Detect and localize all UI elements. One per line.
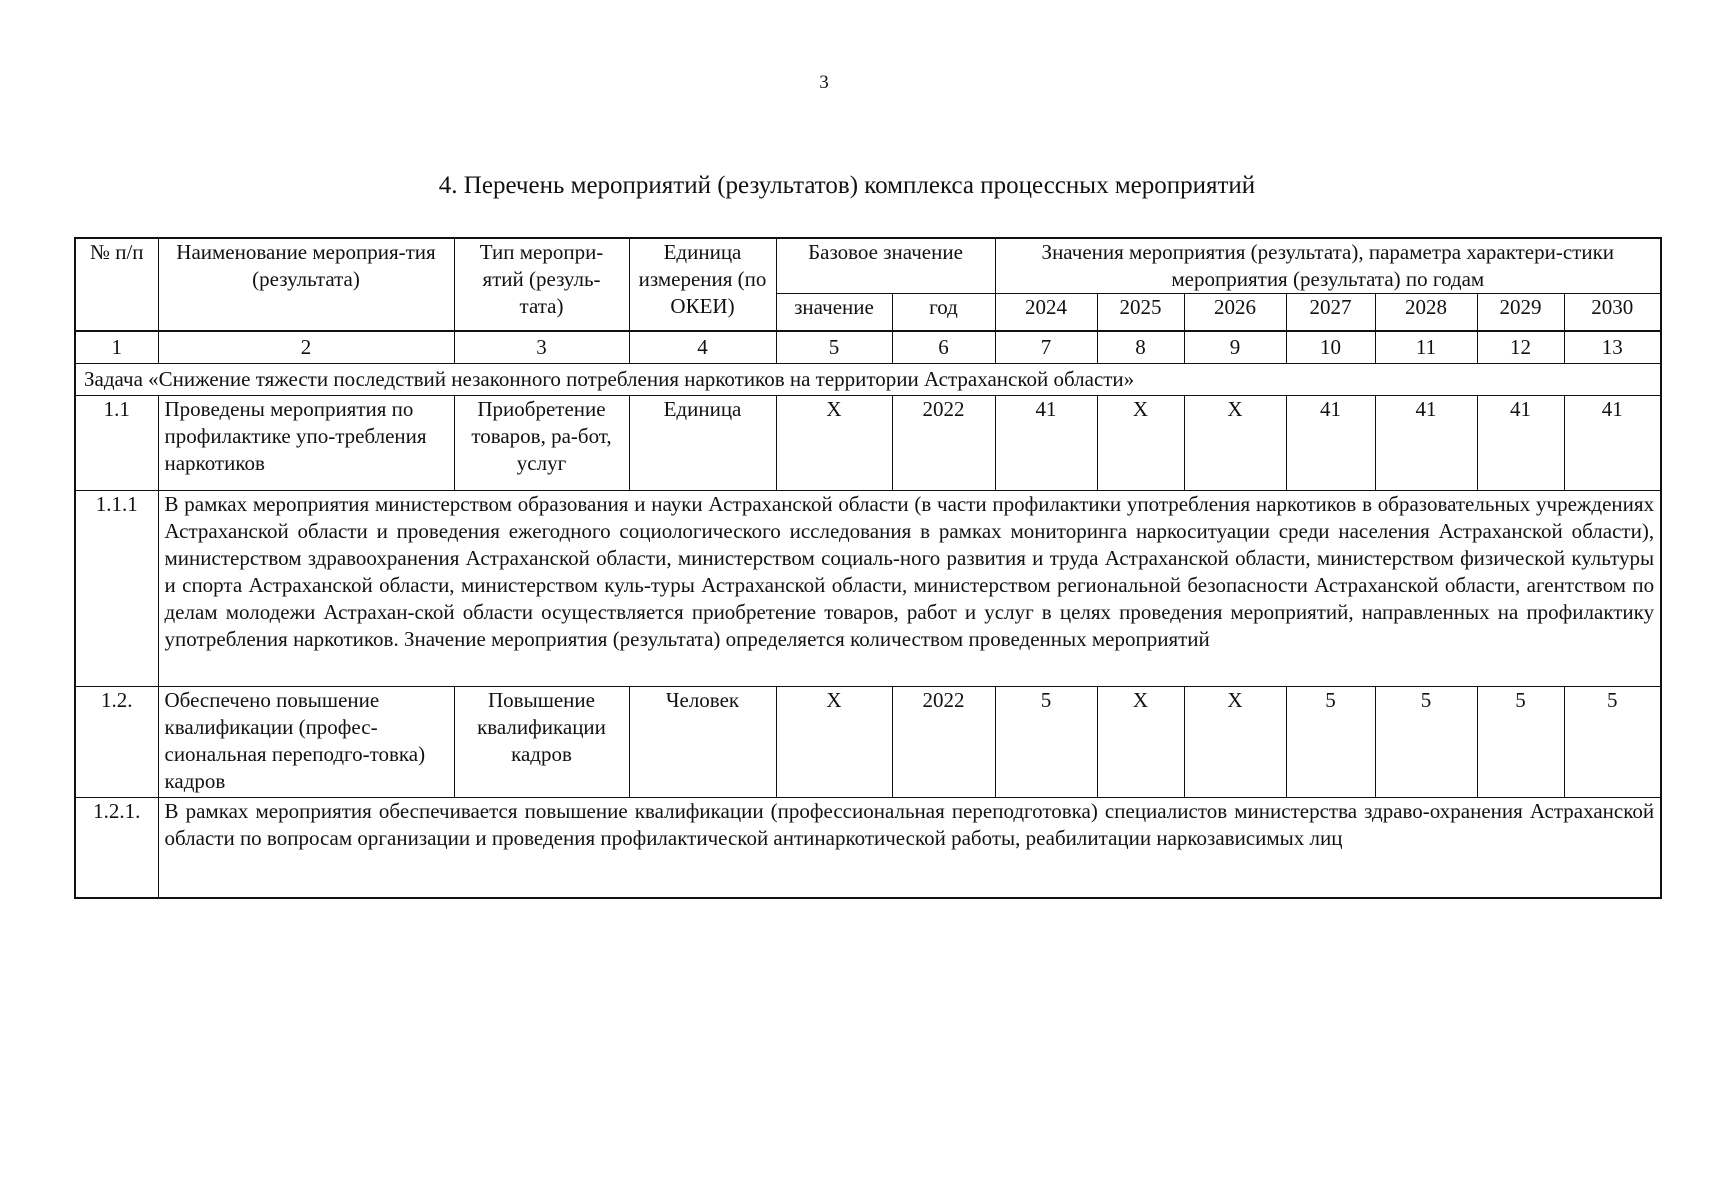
- row-type: Приобретение товаров, ра-бот, услуг: [454, 395, 629, 490]
- row-base-year: 2022: [892, 686, 995, 797]
- header-year: 2024: [995, 294, 1097, 331]
- description-row: [75, 798, 1661, 898]
- header-year: 2026: [1184, 294, 1286, 331]
- row-type: Повышение квалификации кадров: [454, 686, 629, 797]
- header-year: 2028: [1375, 294, 1477, 331]
- header-year: 2027: [1286, 294, 1375, 331]
- row-value: X: [1184, 395, 1286, 490]
- header-year: 2030: [1564, 294, 1661, 331]
- row-base-value: X: [776, 395, 892, 490]
- row-base-value: X: [776, 686, 892, 797]
- header-base: Базовое значение: [776, 238, 995, 294]
- header-year: 2029: [1477, 294, 1564, 331]
- table-row: [75, 395, 1661, 490]
- column-number: 7: [995, 331, 1097, 364]
- column-number: 11: [1375, 331, 1477, 364]
- column-number-row: [75, 331, 1661, 364]
- description-text: В рамках мероприятия министерством образования и науки Астраханской области (в части профилактики употребления наркотиков в образовательных учреждениях Астраханской области и проведения ежегодного социологического исследования в рамках мониторинга наркоситуации среди населения Астраханской области), министерством здравоохранения Астраханской области, министерством социаль-ного развития и труда Астраханской области, министерством физической культуры и спорта Астраханской области, министерством куль-туры Астраханской области, министерством региональной безопасности Астраханской области, агентством по делам молодежи Астрахан-ской области осуществляется приобретение товаров, работ и услуг в целях проведения мероприятий, направленных на профилактику употребления наркотиков. Значение мероприятия (результата) определяется количеством проведенных мероприятий: [158, 490, 1661, 686]
- row-value: 5: [1286, 686, 1375, 797]
- row-value: X: [1184, 686, 1286, 797]
- description-text: В рамках мероприятия обеспечивается повышение квалификации (профессиональная переподготовка) специалистов министерства здраво-охранения Астраханской области по вопросам организации и проведения профилактической антинаркотической работы, реабилитации наркозависимых лиц: [158, 798, 1661, 898]
- section-title: 4. Перечень мероприятий (результатов) комплекса процессных мероприятий: [438, 172, 1256, 199]
- column-number: 3: [454, 331, 629, 364]
- table-row: [75, 686, 1661, 797]
- row-value: 5: [1477, 686, 1564, 797]
- column-number: 9: [1184, 331, 1286, 364]
- row-value: 41: [1286, 395, 1375, 490]
- description-num: 1.1.1: [75, 490, 158, 686]
- row-name: Проведены мероприятия по профилактике упо-требления наркотиков: [158, 395, 454, 490]
- row-value: X: [1097, 686, 1184, 797]
- column-number: 5: [776, 331, 892, 364]
- row-value: 41: [1477, 395, 1564, 490]
- row-unit: Единица: [629, 395, 776, 490]
- row-value: 41: [1564, 395, 1661, 490]
- page-number: 3: [819, 72, 829, 93]
- header-num: № п/п: [75, 238, 158, 331]
- description-row: [75, 490, 1661, 686]
- row-num: 1.2.: [75, 686, 158, 797]
- header-type: Тип меропри-ятий (резуль-тата): [454, 238, 629, 331]
- column-number: 6: [892, 331, 995, 364]
- header-year: 2025: [1097, 294, 1184, 331]
- column-number: 13: [1564, 331, 1661, 364]
- header-base-value: значение: [776, 294, 892, 331]
- task-title: Задача «Снижение тяжести последствий незаконного потребления наркотиков на территории Астраханской области»: [75, 364, 1661, 395]
- column-number: 10: [1286, 331, 1375, 364]
- header-row: [75, 238, 1661, 294]
- header-base-year: год: [892, 294, 995, 331]
- column-number: 2: [158, 331, 454, 364]
- row-value: X: [1097, 395, 1184, 490]
- column-number: 8: [1097, 331, 1184, 364]
- task-row: [75, 364, 1661, 395]
- row-num: 1.1: [75, 395, 158, 490]
- row-value: 5: [1375, 686, 1477, 797]
- header-name: Наименование мероприя-тия (результата): [158, 238, 454, 331]
- description-num: 1.2.1.: [75, 798, 158, 898]
- header-values: Значения мероприятия (результата), параметра характери-стики мероприятия (результата) по годам: [995, 238, 1661, 294]
- row-value: 5: [1564, 686, 1661, 797]
- column-number: 12: [1477, 331, 1564, 364]
- measures-table: [74, 237, 1662, 899]
- row-name: Обеспечено повышение квалификации (профес-сиональная переподго-товка) кадров: [158, 686, 454, 797]
- row-unit: Человек: [629, 686, 776, 797]
- column-number: 4: [629, 331, 776, 364]
- column-number: 1: [75, 331, 158, 364]
- row-value: 5: [995, 686, 1097, 797]
- row-base-year: 2022: [892, 395, 995, 490]
- row-value: 41: [1375, 395, 1477, 490]
- header-unit: Единица измерения (по ОКЕИ): [629, 238, 776, 331]
- row-value: 41: [995, 395, 1097, 490]
